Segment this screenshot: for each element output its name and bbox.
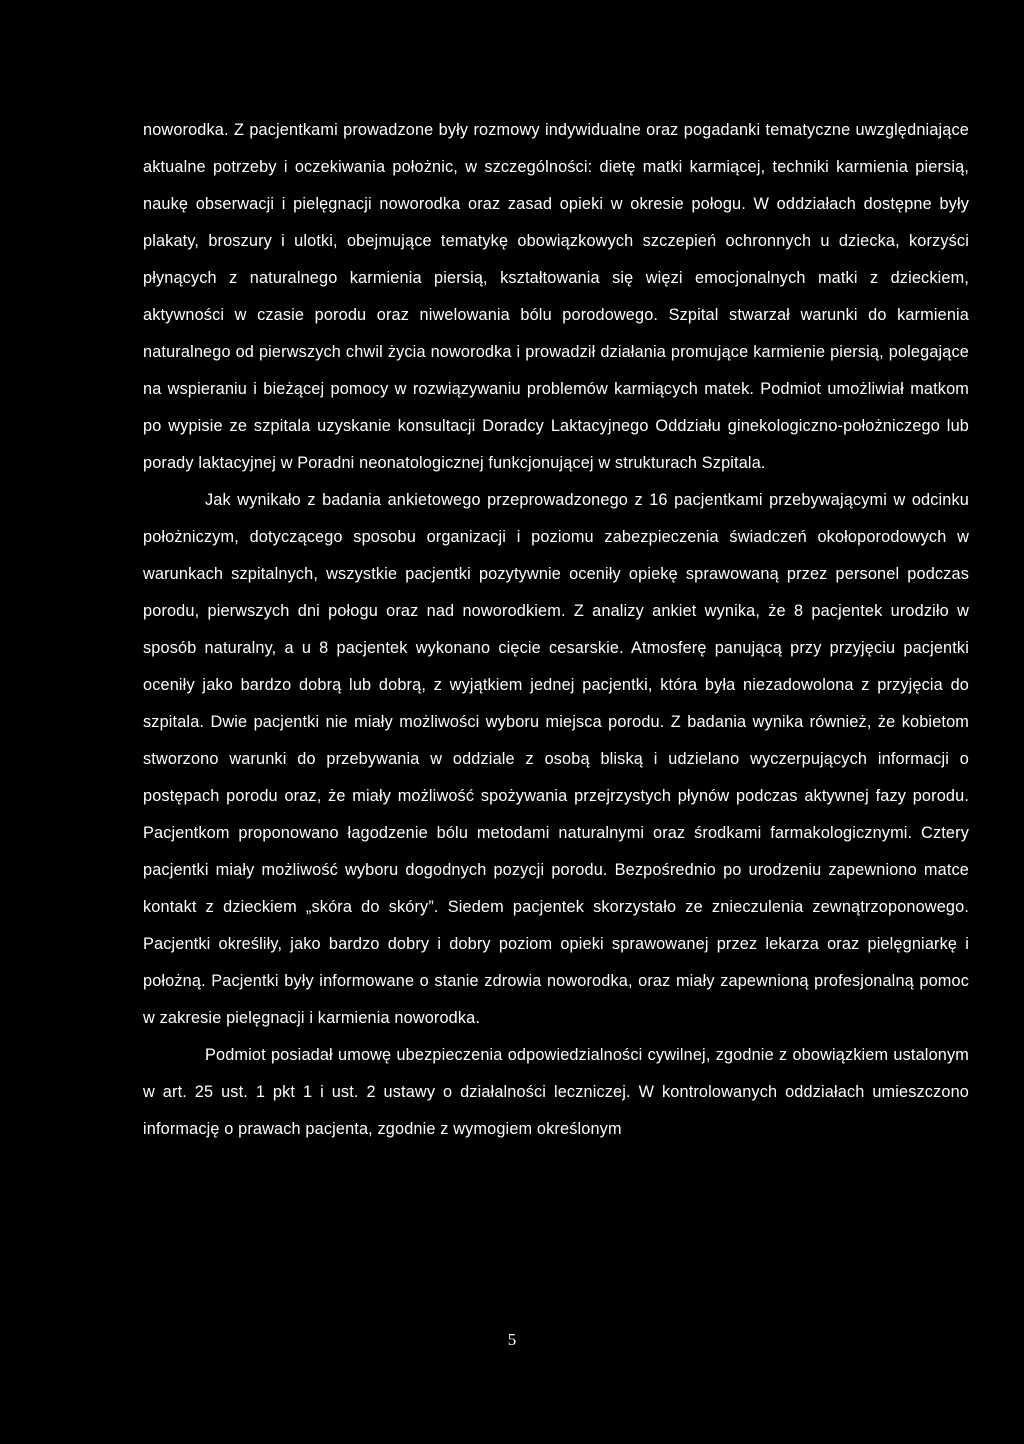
page-number: 5 xyxy=(507,1330,517,1349)
paragraph-1: noworodka. Z pacjentkami prowadzone były rozmowy indywidualne oraz pogadanki tematyczne uwzględniające aktualne potrzeby i oczekiwania położnic, w szczególności: dietę matki karmiącej, techniki karmienia piersią, naukę obserwacji i pielęgnacji noworodka oraz zasad opieki w okresie połogu. W oddziałach dostępne były plakaty, broszury i ulotki, obejmujące tematykę obowiązkowych szczepień ochronnych u dziecka, korzyści płynących z naturalnego karmienia piersią, kształtowania się więzi emocjonalnych matki z dzieckiem, aktywności w czasie porodu oraz niwelowania bólu porodowego. Szpital stwarzał warunki do karmienia naturalnego od pierwszych chwil życia noworodka i prowadził działania promujące karmienie piersią, polegające na wspieraniu i bieżącej pomocy w rozwiązywaniu problemów karmiących matek. Podmiot umożliwiał matkom po wypisie ze szpitala uzyskanie konsultacji Doradcy Laktacyjnego Oddziału ginekologiczno-położniczego lub porady laktacyjnej w Poradni neonatologicznej funkcjonującej w strukturach Szpitala. xyxy=(143,121,969,472)
paragraph-3: Podmiot posiadał umowę ubezpieczenia odpowiedzialności cywilnej, zgodnie z obowiązkiem ustalonym w art. 25 ust. 1 pkt 1 i ust. 2 ustawy o działalności leczniczej. W kontrolowanych oddziałach umieszczono informację o prawach pacjenta, zgodnie z wymogiem określonym xyxy=(143,1046,969,1138)
document-body xyxy=(143,112,969,1148)
paragraph-2: Jak wynikało z badania ankietowego przeprowadzonego z 16 pacjentkami przebywającymi w odcinku położniczym, dotyczącego sposobu organizacji i poziomu zabezpieczenia świadczeń okołoporodowych w warunkach szpitalnych, wszystkie pacjentki pozytywnie oceniły opiekę sprawowaną przez personel podczas porodu, pierwszych dni połogu oraz nad noworodkiem. Z analizy ankiet wynika, że 8 pacjentek urodziło w sposób naturalny, a u 8 pacjentek wykonano cięcie cesarskie. Atmosferę panującą przy przyjęciu pacjentki oceniły jako bardzo dobrą lub dobrą, z wyjątkiem jednej pacjentki, która była niezadowolona z przyjęcia do szpitala. Dwie pacjentki nie miały możliwości wyboru miejsca porodu. Z badania wynika również, że kobietom stworzono warunki do przebywania w oddziale z osobą bliską i udzielano wyczerpujących informacji o postępach porodu oraz, że miały możliwość spożywania przejrzystych płynów podczas aktywnej fazy porodu. Pacjentkom proponowano łagodzenie bólu metodami naturalnymi oraz środkami farmakologicznymi. Cztery pacjentki miały możliwość wyboru dogodnych pozycji porodu. Bezpośrednio po urodzeniu zapewniono matce kontakt z dzieckiem „skóra do skóry”. Siedem pacjentek skorzystało ze znieczulenia zewnątrzoponowego. Pacjentki określiły, jako bardzo dobry i dobry poziom opieki sprawowanej przez lekarza oraz pielęgniarkę i położną. Pacjentki były informowane o stanie zdrowia noworodka, oraz miały zapewnioną profesjonalną pomoc w zakresie pielęgnacji i karmienia noworodka. xyxy=(143,491,969,1027)
